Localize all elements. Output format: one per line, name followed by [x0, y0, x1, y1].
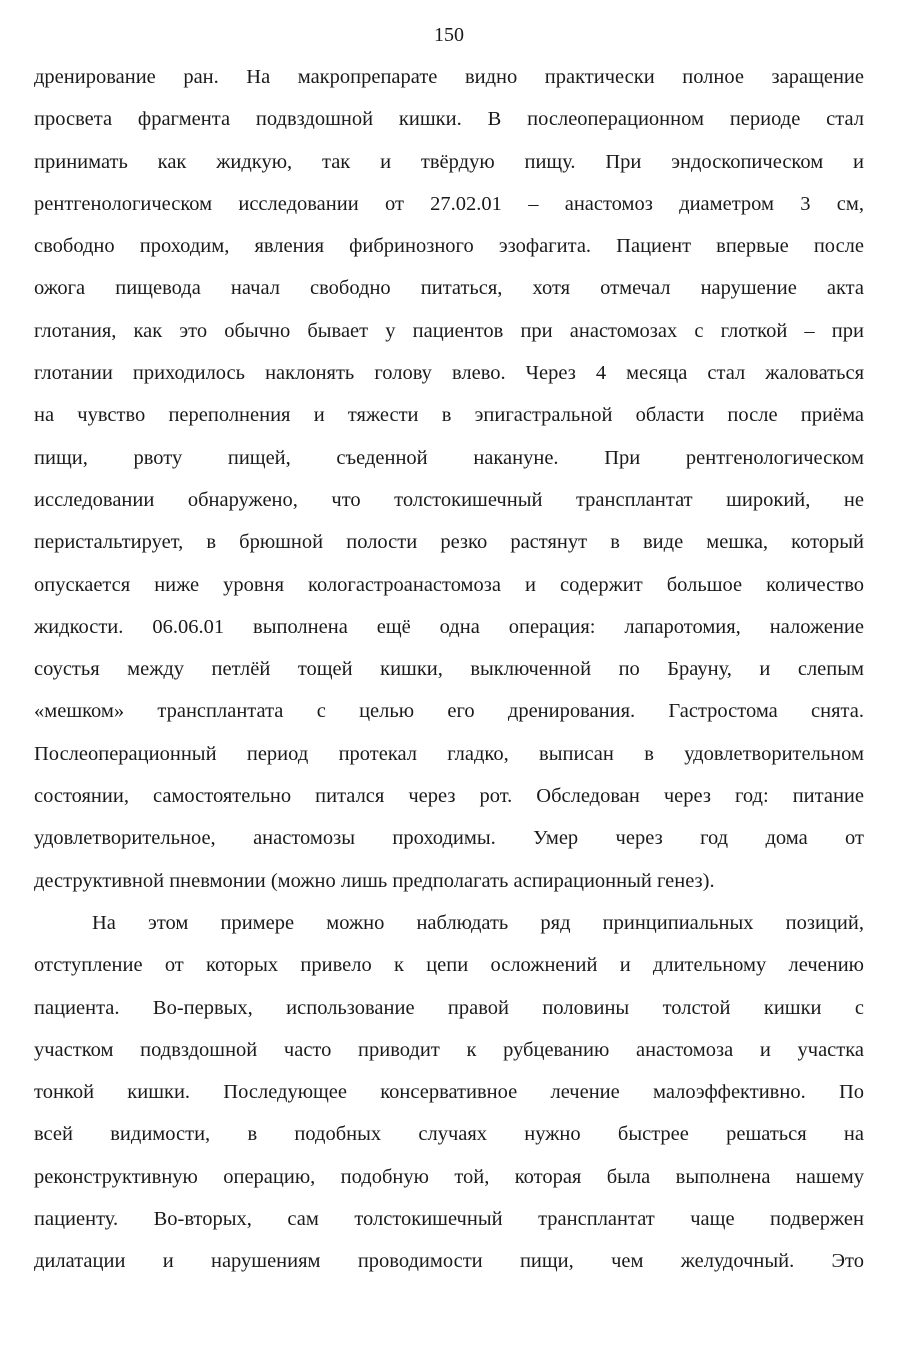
text-line: соустья между петлёй тощей кишки, выключенной по Брауну, и слепым [34, 658, 864, 681]
text-line: всей видимости, в подобных случаях нужно быстрее решаться на [34, 1123, 864, 1146]
text-line: ожога пищевода начал свободно питаться, хотя отмечал нарушение акта [34, 277, 864, 300]
text-line: пищи, рвоту пищей, съеденной накануне. При рентгенологическом [34, 446, 864, 469]
text-line: свободно проходим, явления фибринозного эзофагита. Пациент впервые после [34, 235, 864, 258]
text-line: отступление от которых привело к цепи осложнений и длительному лечению [34, 954, 864, 977]
text-line: деструктивной пневмонии (можно лишь предполагать аспирационный генез). [34, 869, 715, 892]
text-line: глотании приходилось наклонять голову влево. Через 4 месяца стал жаловаться [34, 362, 864, 385]
text-line: жидкости. 06.06.01 выполнена ещё одна операция: лапаротомия, наложение [34, 615, 864, 638]
text-line: глотания, как это обычно бывает у пациентов при анастомозах с глоткой – при [34, 319, 864, 342]
text-line: на чувство переполнения и тяжести в эпигастральной области после приёма [34, 404, 864, 427]
paragraph [34, 902, 864, 1283]
text-line: пациента. Во-первых, использование правой половины толстой кишки с [34, 996, 864, 1019]
text-line: «мешком» трансплантата с целью его дренирования. Гастростома снята. [34, 700, 864, 723]
text-line: рентгенологическом исследовании от 27.02.01 – анастомоз диаметром 3 см, [34, 192, 864, 215]
text-line: удовлетворительное, анастомозы проходимы. Умер через год дома от [34, 827, 864, 850]
text-line: пациенту. Во-вторых, сам толстокишечный трансплантат чаще подвержен [34, 1208, 864, 1231]
text-line: исследовании обнаружено, что толстокишечный трансплантат широкий, не [34, 488, 864, 511]
text-line: тонкой кишки. Последующее консервативное лечение малоэффективно. По [34, 1081, 864, 1104]
text-line: принимать как жидкую, так и твёрдую пищу. При эндоскопическом и [34, 150, 864, 173]
text-line: Послеоперационный период протекал гладко, выписан в удовлетворительном [34, 742, 864, 765]
text-line: дилатации и нарушениям проводимости пищи, чем желудочный. Это [34, 1250, 864, 1273]
paragraph [34, 56, 864, 902]
text-line: дренирование ран. На макропрепарате видно практически полное заращение [34, 66, 864, 88]
text-line: перистальтирует, в брюшной полости резко растянут в виде мешка, который [34, 531, 864, 554]
text-line: реконструктивную операцию, подобную той, которая была выполнена нашему [34, 1165, 864, 1188]
body-text [34, 56, 864, 1283]
text-line: опускается ниже уровня кологастроанастомоза и содержит большое количество [34, 573, 864, 596]
text-line: На этом примере можно наблюдать ряд принципиальных позиций, [92, 911, 864, 934]
text-line: состоянии, самостоятельно питался через рот. Обследован через год: питание [34, 785, 864, 808]
text-line: просвета фрагмента подвздошной кишки. В послеоперационном периоде стал [34, 108, 864, 131]
page-number: 150 [434, 24, 464, 46]
text-line: участком подвздошной часто приводит к рубцеванию анастомоза и участка [34, 1038, 864, 1061]
